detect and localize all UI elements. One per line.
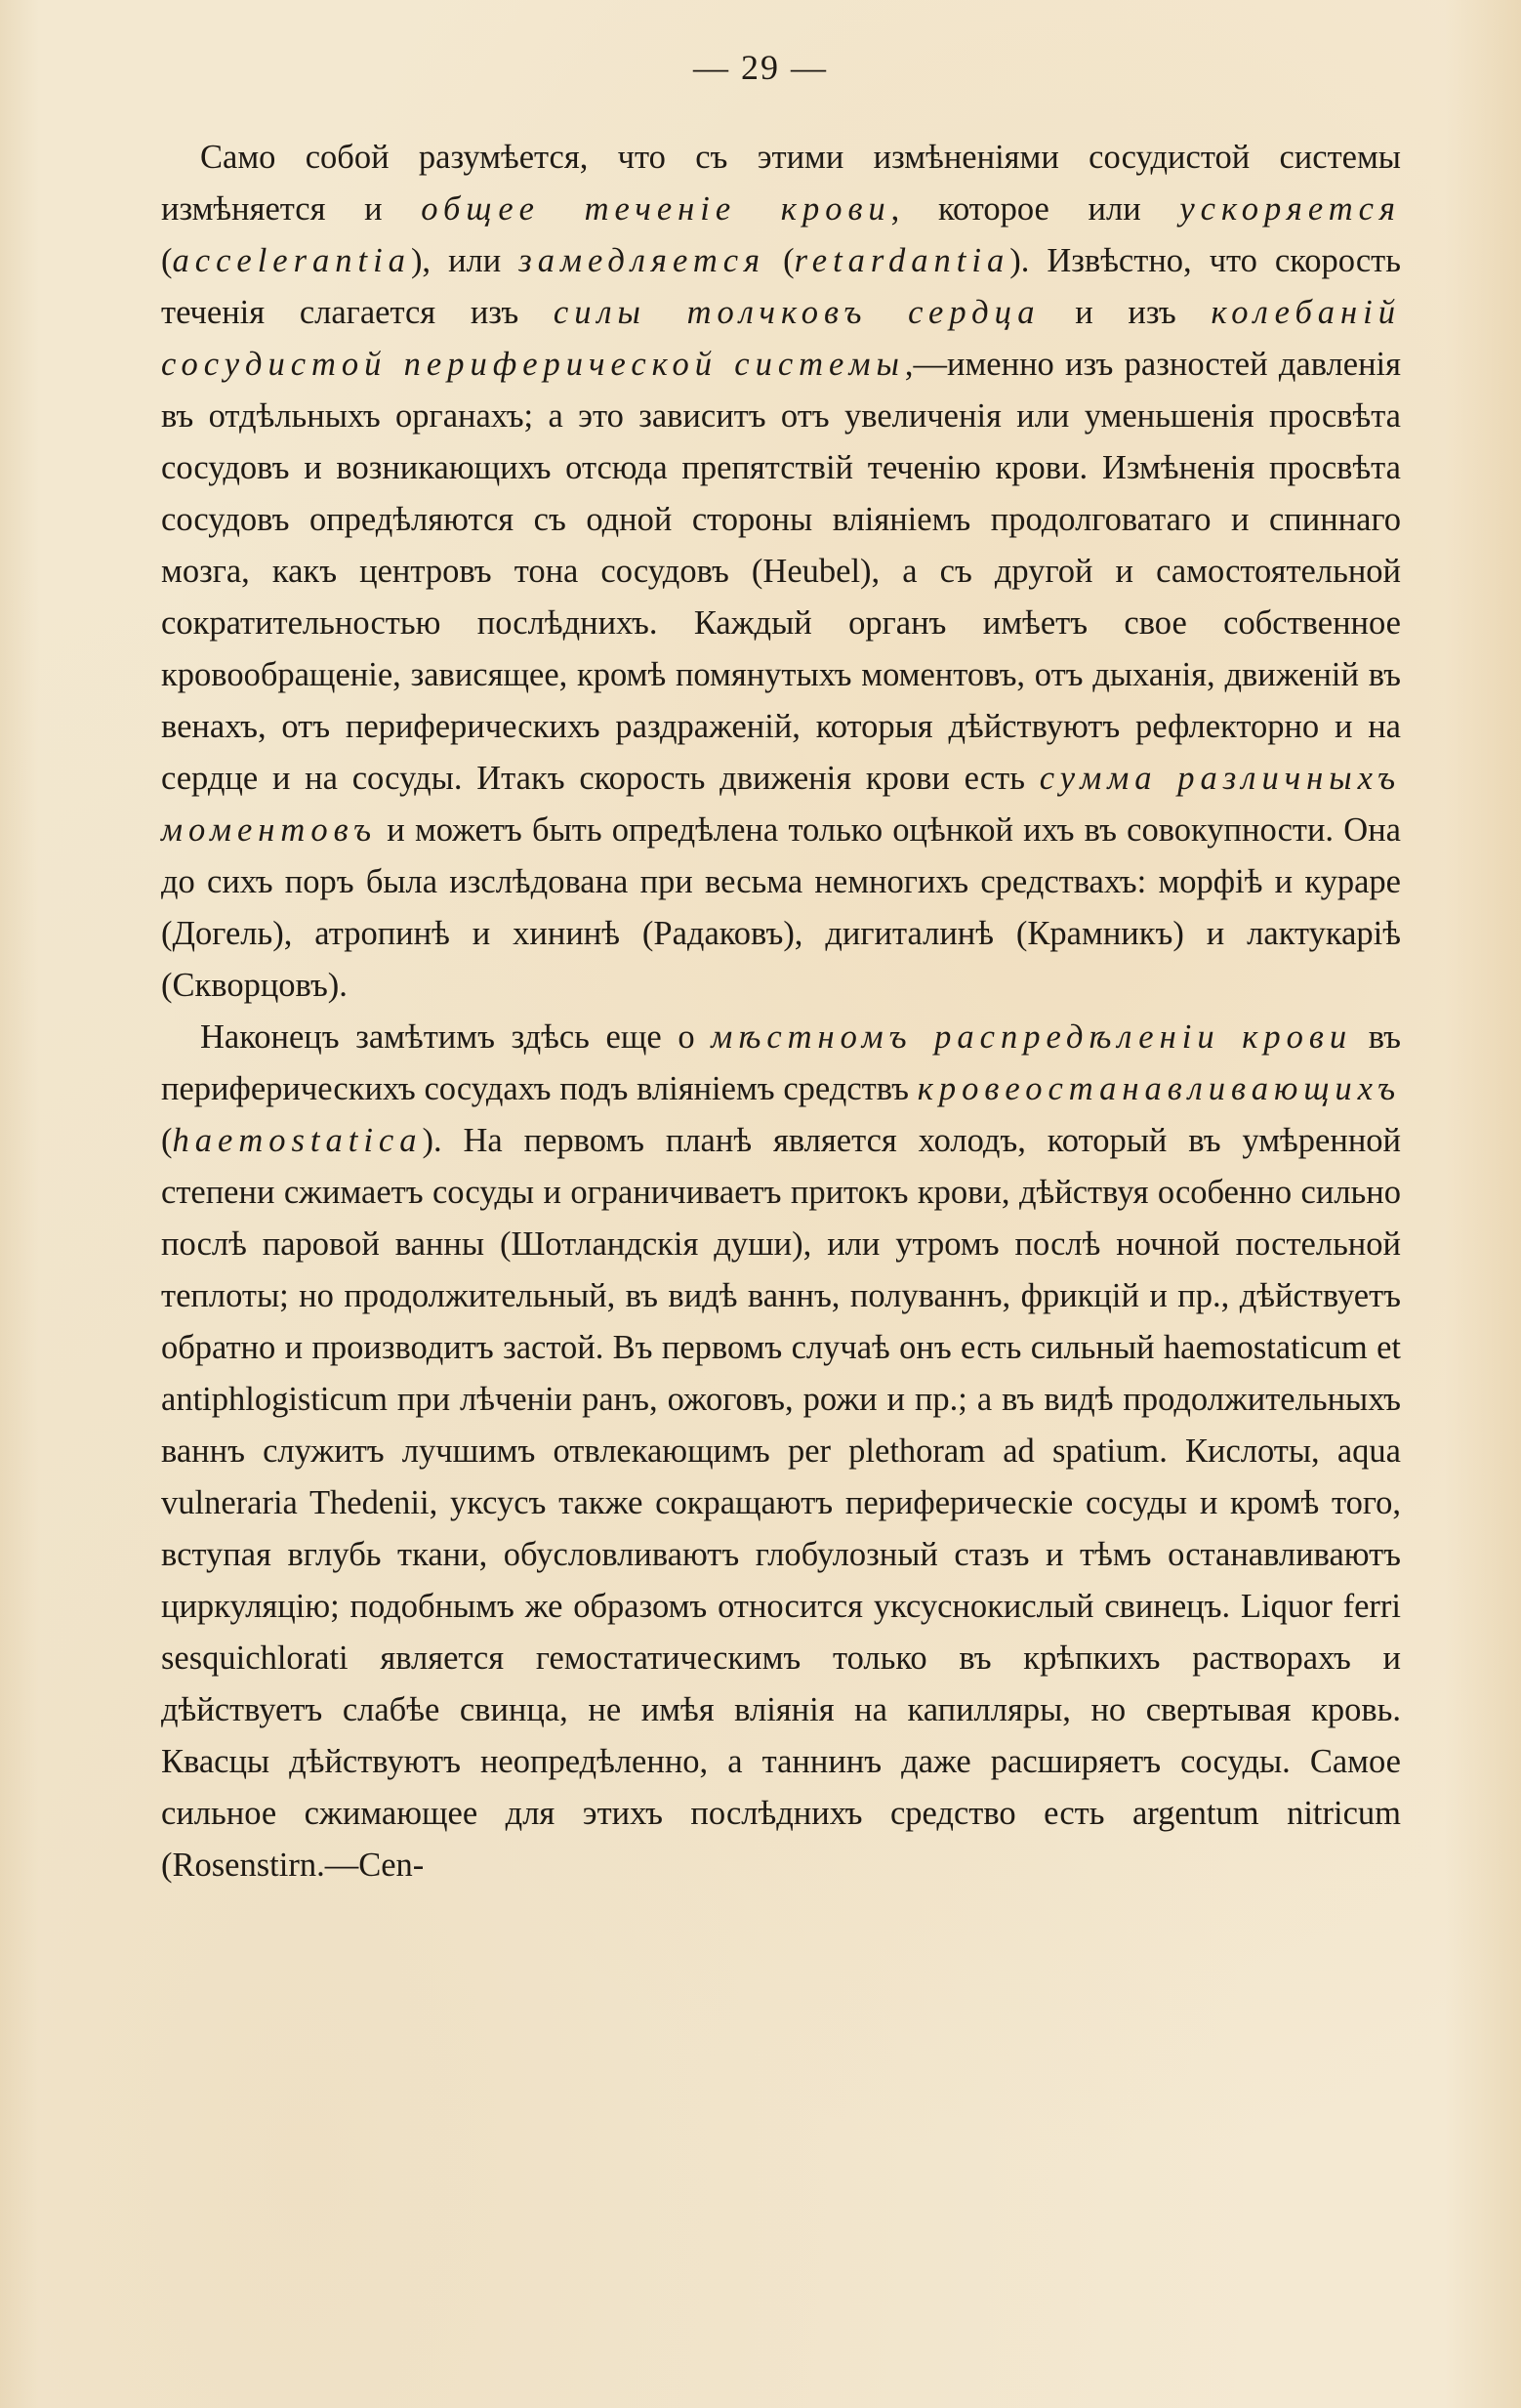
text-run: Само собой разумѣется, что съ этими измѣненіями сосудистой системы измѣняется и [161,139,1401,228]
text-run: ( [161,242,173,279]
emphasized-text: силы толчковъ сердца [553,294,1041,331]
emphasized-text: сумма различныхъ моментовъ [161,760,1402,849]
emphasized-text: колебаній сосудистой периферической системы [161,294,1402,383]
text-run: ( [161,1122,173,1159]
text-run: Наконецъ замѣтимъ здѣсь еще о [200,1018,712,1056]
emphasized-text: замедляется [518,242,766,279]
body-text [161,132,1401,1891]
emphasized-text: кровеостанавливающихъ [917,1070,1401,1107]
text-run: и можетъ быть опредѣлена только оцѣнкой ихъ въ совокупности. Она до сихъ поръ была изслѣдована при весьма немногихъ средствахъ: морфіѣ и кураре (Догель), атропинѣ и хининѣ (Радаковъ), дигиталинѣ (Крамникъ) и лактукаріѣ (Скворцовъ). [161,811,1401,1004]
text-run: ). Извѣстно, что скорость теченія слагается изъ [161,242,1401,331]
emphasized-text: accelerantia [172,242,411,279]
page-number: — 29 — [693,48,828,87]
text-run: ). На первомъ планѣ является холодъ, который въ умѣренной степени сжимаетъ сосуды и ограничиваетъ притокъ крови, дѣйствуя особенно сильно послѣ паровой ванны (Шотландскія души), или утромъ послѣ ночной постельной теплоты; но продолжительный, въ видѣ ваннъ, полуваннъ, фрикцій и пр., дѣйствуетъ обратно и производитъ застой. Въ первомъ случаѣ онъ есть сильный haemostaticum et antiphlogisticum при лѣченіи ранъ, ожоговъ, рожи и пр.; а въ видѣ продолжительныхъ ваннъ служитъ лучшимъ отвлекающимъ per plethoram ad spatium. Кислоты, aqua vulneraria Thedenii, уксусъ также сокращаютъ периферическіе сосуды и кромѣ того, вступая вглубь ткани, обусловливаютъ глобулозный стазъ и тѣмъ останавливаютъ циркуляцію; подобнымъ же образомъ относится уксуснокислый свинецъ. Liquor ferri sesquichlorati является гемостатическимъ только въ крѣпкихъ растворахъ и дѣйствуетъ слабѣе свинца, не имѣя вліянія на капилляры, но свертывая кровь. Квасцы дѣйствуютъ неопредѣленно, а таннинъ даже расширяетъ сосуды. Самое сильное сжимающее для этихъ послѣднихъ средство есть argentum nitricum (Rosenstirn.—Cen- [161,1122,1401,1884]
paragraph [161,1012,1401,1891]
emphasized-text: haemostatica [172,1122,423,1159]
emphasized-text: ускоряется [1179,190,1401,228]
text-run: въ периферическихъ сосудахъ подъ вліяніемъ средствъ [161,1018,1401,1107]
emphasized-text: общее теченіе крови [421,190,891,228]
text-run: ,—именно изъ разностей давленія въ отдѣльныхъ органахъ; а это зависитъ отъ увеличенія или уменьшенія просвѣта сосудовъ и возникающихъ отсюда препятствій теченію крови. Измѣненія просвѣта сосудовъ опредѣляются съ одной стороны вліяніемъ продолговатаго и спиннаго мозга, какъ центровъ тона сосудовъ (Heubel), а съ другой и самостоятельной сократительностью послѣднихъ. Каждый органъ имѣетъ свое собственное кровообращеніе, зависящее, кромѣ помянутыхъ моментовъ, отъ дыханія, движеній въ венахъ, отъ периферическихъ раздраженій, которыя дѣйствуютъ рефлекторно и на сердце и на сосуды. Итакъ скорость движенія крови есть [161,346,1401,797]
paragraph [161,132,1401,1012]
emphasized-text: retardantia [794,242,1010,279]
text-run: , которое или [890,190,1180,228]
emphasized-text: мѣстномъ распредѣленіи крови [711,1018,1353,1056]
text-run: ( [765,242,795,279]
text-run: ), или [410,242,519,279]
text-run: и изъ [1040,294,1212,331]
